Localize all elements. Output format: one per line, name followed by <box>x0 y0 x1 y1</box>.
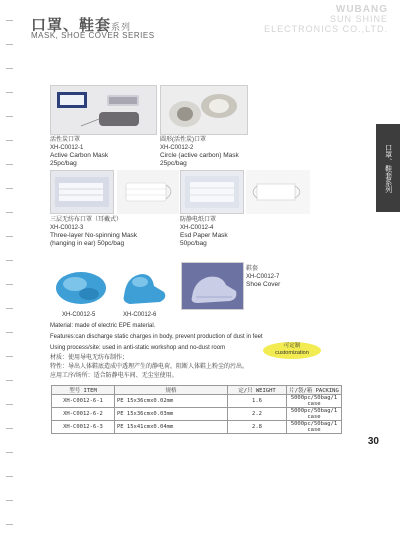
product-photo-esd-paper-mask <box>180 170 244 214</box>
table-cell: 2.2 <box>228 408 287 421</box>
brand-line-1: WUBANG <box>335 4 388 15</box>
product-zh-name: 圆形(活性炭)口罩 <box>160 137 206 143</box>
product-pack: 25pc/bag <box>50 160 77 167</box>
description-features: Features:can discharge static charges in body, prevent production of dust in feet <box>50 334 263 340</box>
product-zh-name: 鞋套 <box>246 266 259 272</box>
table-cell: 5000pc/50bag/1 case <box>287 421 342 434</box>
product-photo-shoe-cover-5 <box>50 265 112 311</box>
table-cell: PE 15x36cmx0.03mm <box>115 408 228 421</box>
product-code: XH-C0012-3 <box>50 225 84 231</box>
binding-holes <box>0 0 14 550</box>
product-photo-three-layer-mask-open <box>117 170 179 214</box>
table-cell: XH-C0012-6-1 <box>52 395 115 408</box>
product-name: Esd Paper Mask <box>180 232 228 239</box>
product-caption-3 <box>50 216 137 248</box>
brand-line-2: SUN SHINE <box>329 14 388 24</box>
product-name: Three-layer No-spinning Mask <box>50 232 138 239</box>
page-number: 30 <box>367 436 379 447</box>
column-header: 规格 <box>115 386 228 395</box>
page-title-zh: 口罩、鞋套 <box>31 16 112 34</box>
table-cell: 5000pc/50bag/1 case <box>287 408 342 421</box>
customization-badge <box>263 342 321 359</box>
description-material-zh: 材质：使用导电无纺布制作； <box>50 355 129 361</box>
product-code: XH-C0012-6 <box>123 312 157 318</box>
product-zh-name: 三层无纺布口罩（耳戴式） <box>50 217 123 223</box>
description-features-zh: 特性：导出人体鞋底造成中透理产生的静电荷，阻断人体鞋上粉尘的污出。 <box>50 364 249 370</box>
table-cell: XH-C0012-6-3 <box>52 421 115 434</box>
product-name: Circle (active carbon) Mask <box>160 152 239 159</box>
table-row <box>52 408 342 421</box>
description-usage: Using process/site: used in anti-static workshop and no-dust room <box>50 345 226 351</box>
product-name: Active Carbon Mask <box>50 152 109 159</box>
table-cell: PE 15x36cmx0.02mm <box>115 395 228 408</box>
product-caption-5 <box>62 311 95 319</box>
product-caption-2 <box>160 136 239 168</box>
product-pack: 50pc/bag <box>180 240 207 247</box>
table-row <box>52 395 342 408</box>
spec-table <box>51 385 342 434</box>
table-cell: XH-C0012-6-2 <box>52 408 115 421</box>
product-name: Shoe Cover <box>246 281 281 288</box>
side-section-tab: 口罩、鞋套系列 <box>376 124 400 212</box>
description-material: Material: made of electric EPE material. <box>50 323 156 329</box>
product-code: XH-C0012-2 <box>160 145 194 151</box>
column-header: 片/袋/箱 PACKING <box>287 386 342 395</box>
description-usage-zh: 应用工序/场所：适合防静电车间、无尘室使用。 <box>50 373 178 379</box>
badge-en: customization <box>275 350 309 356</box>
table-cell: 2.8 <box>228 421 287 434</box>
column-header: 定/只 WEIGHT <box>228 386 287 395</box>
page-title-suffix: 系列 <box>111 23 132 33</box>
product-zh-name: 活性炭口罩 <box>50 137 81 143</box>
page-title-en: MASK, SHOE COVER SERIES <box>31 31 155 40</box>
product-photo-shoe-cover-6 <box>115 265 173 311</box>
table-cell: 5000pc/50bag/1 case <box>287 395 342 408</box>
product-photo-active-carbon-mask <box>50 85 157 135</box>
product-zh-name: 防静电纸口罩 <box>180 217 217 223</box>
table-header-row <box>52 386 342 395</box>
badge-zh: 可定制 <box>283 343 301 349</box>
product-photo-shoe-cover-7 <box>181 262 244 310</box>
product-caption-1 <box>50 136 108 168</box>
product-caption-6 <box>123 311 156 319</box>
brand-line-3: ELECTRONICS CO.,LTD. <box>264 23 388 34</box>
table-cell: PE 15x41cmx0.04mm <box>115 421 228 434</box>
brand-watermark <box>264 4 388 35</box>
product-photo-circle-mask <box>160 85 248 135</box>
product-caption-4 <box>180 216 228 248</box>
product-caption-7 <box>246 265 280 289</box>
product-photo-three-layer-mask <box>50 170 114 214</box>
product-code: XH-C0012-4 <box>180 225 214 231</box>
product-pack: (hanging in ear) 50pc/bag <box>50 240 125 247</box>
product-code: XH-C0012-7 <box>246 274 280 280</box>
column-header: 型号 ITEM <box>52 386 115 395</box>
table-row <box>52 421 342 434</box>
product-photo-esd-paper-mask-open <box>246 170 310 214</box>
product-code: XH-C0012-5 <box>62 312 96 318</box>
table-cell: 1.6 <box>228 395 287 408</box>
product-pack: 25pc/bag <box>160 160 187 167</box>
product-code: XH-C0012-1 <box>50 145 84 151</box>
